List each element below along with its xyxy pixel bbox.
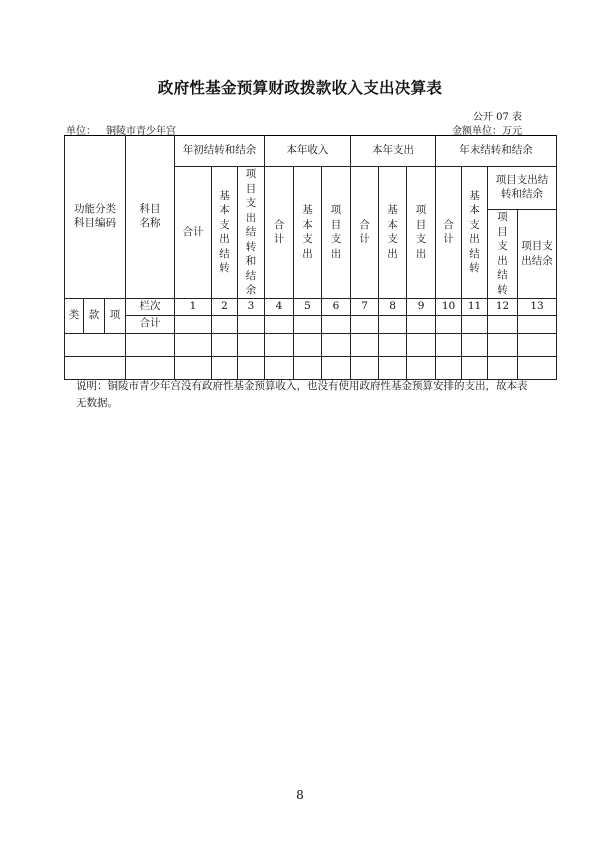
table-cell bbox=[238, 315, 265, 333]
table-cell bbox=[518, 315, 557, 333]
col-number: 7 bbox=[351, 298, 379, 315]
table-cell bbox=[238, 356, 265, 379]
table-cell bbox=[488, 315, 518, 333]
table-cell bbox=[238, 333, 265, 356]
table-cell bbox=[462, 356, 488, 379]
header-closing-project-balance: 项目支出结余 bbox=[518, 210, 557, 298]
header-income-basic: 基本支出 bbox=[294, 167, 322, 299]
header-current-expense: 本年支出 bbox=[351, 136, 436, 167]
header-income-project: 项目支出 bbox=[322, 167, 351, 299]
col-number: 6 bbox=[322, 298, 351, 315]
table-cell bbox=[294, 333, 322, 356]
table-cell bbox=[175, 333, 212, 356]
table-cell bbox=[294, 356, 322, 379]
unit-label: 单位： bbox=[66, 126, 96, 137]
header-lei: 类 bbox=[65, 298, 84, 333]
col-number: 8 bbox=[379, 298, 407, 315]
row-label-total: 合计 bbox=[126, 315, 175, 333]
header-closing-balance: 年末结转和结余 bbox=[436, 136, 557, 167]
unit-name: 铜陵市青少年宫 bbox=[106, 126, 176, 137]
table-cell bbox=[462, 333, 488, 356]
col-number: 11 bbox=[462, 298, 488, 315]
table-cell bbox=[518, 333, 557, 356]
table-cell bbox=[436, 315, 462, 333]
header-expense-total: 合计 bbox=[351, 167, 379, 299]
header-func-code: 功能分类科目编码 bbox=[65, 136, 126, 299]
table-cell bbox=[351, 356, 379, 379]
header-closing-project-carry: 项目支出结转 bbox=[488, 210, 518, 298]
table-cell bbox=[379, 333, 407, 356]
header-expense-basic: 基本支出 bbox=[379, 167, 407, 299]
table-cell bbox=[351, 315, 379, 333]
table-cell bbox=[379, 315, 407, 333]
table-cell bbox=[436, 333, 462, 356]
header-opening-balance: 年初结转和结余 bbox=[175, 136, 265, 167]
table-cell bbox=[265, 333, 294, 356]
col-number: 2 bbox=[212, 298, 238, 315]
header-subject-name: 科目名称 bbox=[126, 136, 175, 299]
table-cell bbox=[518, 356, 557, 379]
header-kuan: 款 bbox=[84, 298, 105, 333]
header-closing-total: 合计 bbox=[436, 167, 462, 299]
table-cell bbox=[322, 333, 351, 356]
form-number: 公开 07 表 bbox=[472, 112, 522, 123]
amount-unit: 金额单位：万元 bbox=[452, 126, 522, 137]
table-note: 说明：铜陵市青少年宫没有政府性基金预算收入，也没有使用政府性基金预算安排的支出，故本表无数据。 bbox=[76, 380, 528, 409]
header-closing-project-sub: 项目支出结转和结余 bbox=[488, 167, 557, 210]
table-cell bbox=[212, 333, 238, 356]
page-number: 8 bbox=[296, 788, 304, 802]
header-closing-basic-carry: 基本支出结转 bbox=[462, 167, 488, 299]
row-label-lanci: 栏次 bbox=[126, 298, 175, 315]
col-number: 3 bbox=[238, 298, 265, 315]
table-cell bbox=[322, 315, 351, 333]
col-number: 9 bbox=[407, 298, 436, 315]
table-cell bbox=[322, 356, 351, 379]
table-cell bbox=[351, 333, 379, 356]
budget-table bbox=[64, 135, 557, 380]
header-income-total: 合计 bbox=[265, 167, 294, 299]
table-cell bbox=[265, 356, 294, 379]
table-cell bbox=[126, 333, 175, 356]
table-cell bbox=[294, 315, 322, 333]
table-cell bbox=[462, 315, 488, 333]
header-expense-project: 项目支出 bbox=[407, 167, 436, 299]
table-cell bbox=[65, 333, 126, 356]
header-opening-basic-carry: 基本支出结转 bbox=[212, 167, 238, 299]
table-cell bbox=[212, 315, 238, 333]
col-number: 12 bbox=[488, 298, 518, 315]
table-cell bbox=[407, 356, 436, 379]
table-cell bbox=[265, 315, 294, 333]
table-cell bbox=[379, 356, 407, 379]
table-cell bbox=[212, 356, 238, 379]
table-cell bbox=[407, 333, 436, 356]
table-cell bbox=[488, 356, 518, 379]
col-number: 5 bbox=[294, 298, 322, 315]
table-row bbox=[65, 333, 557, 356]
table-cell bbox=[175, 356, 212, 379]
table-cell bbox=[65, 356, 126, 379]
table-cell bbox=[488, 333, 518, 356]
table-cell bbox=[175, 315, 212, 333]
col-number: 10 bbox=[436, 298, 462, 315]
col-number: 4 bbox=[265, 298, 294, 315]
header-current-income: 本年收入 bbox=[265, 136, 351, 167]
table-row bbox=[65, 356, 557, 379]
table-cell bbox=[436, 356, 462, 379]
header-opening-project-carry-balance: 项目支出结转和结余 bbox=[238, 167, 265, 299]
header-opening-total: 合计 bbox=[175, 167, 212, 299]
table-cell bbox=[126, 356, 175, 379]
col-number: 13 bbox=[518, 298, 557, 315]
header-xiang: 项 bbox=[105, 298, 126, 333]
page-title: 政府性基金预算财政拨款收入支出决算表 bbox=[157, 79, 443, 97]
table-cell bbox=[407, 315, 436, 333]
col-number: 1 bbox=[175, 298, 212, 315]
